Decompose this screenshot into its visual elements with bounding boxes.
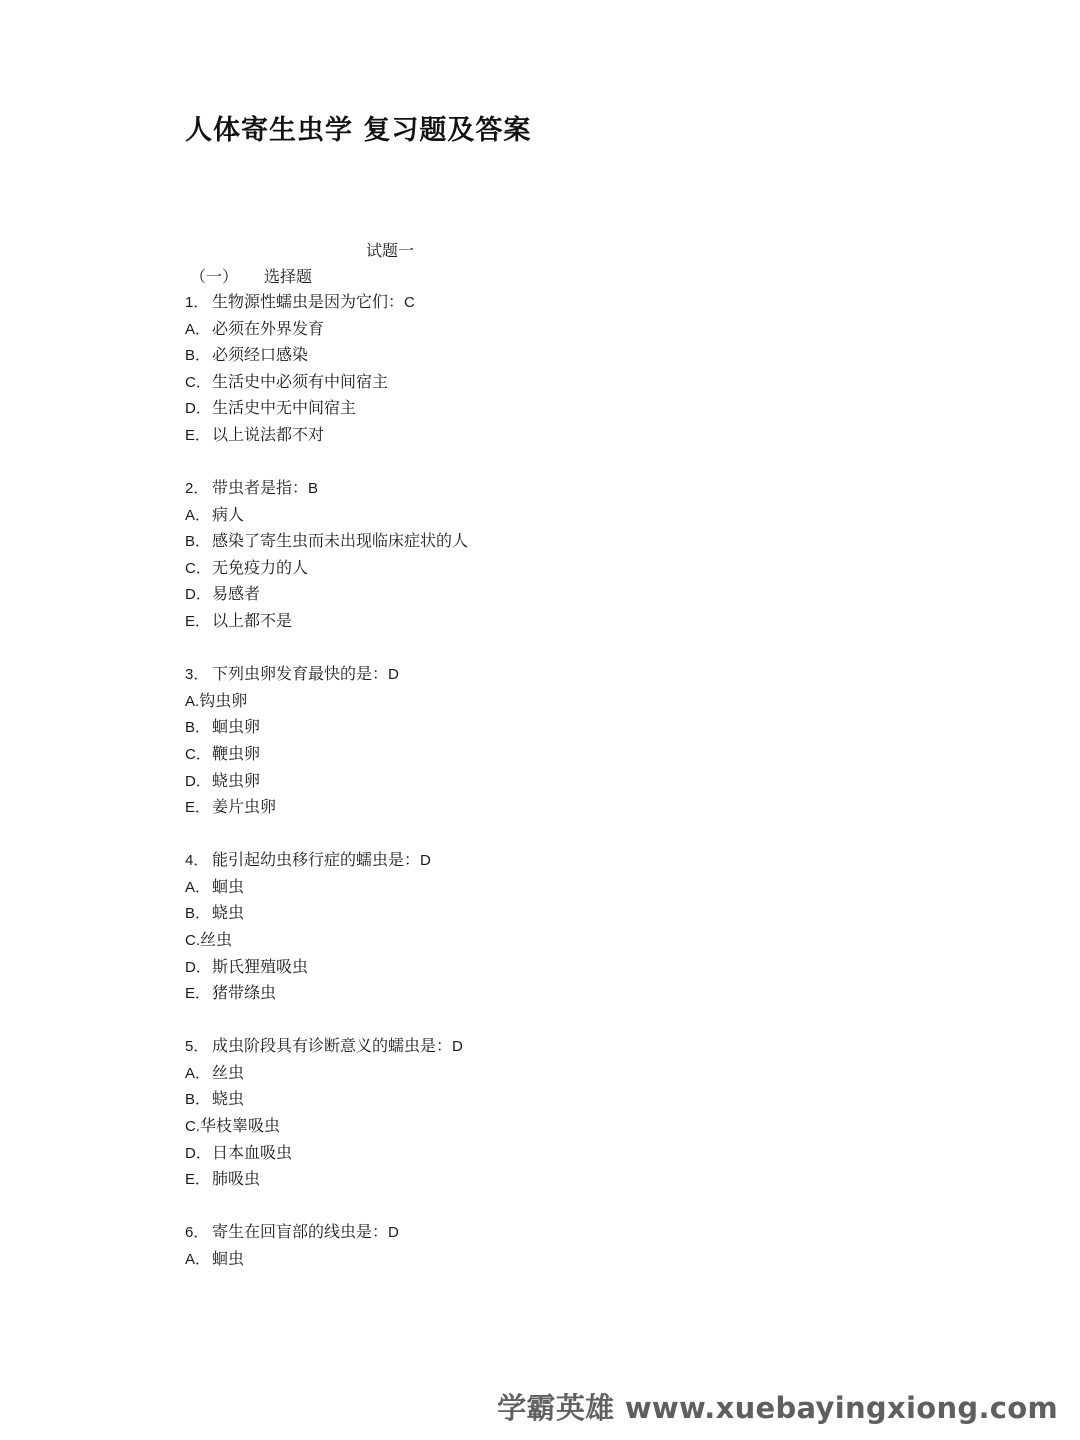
question-text: 带虫者是指：: [212, 478, 309, 498]
option-letter: E．: [185, 799, 211, 817]
option-text: 蛲虫: [212, 903, 245, 923]
answer-option: [185, 768, 885, 795]
option-text: 斯氏狸殖吸虫: [212, 956, 309, 976]
answer-option: [185, 1166, 885, 1193]
option-text: 日本血吸虫: [212, 1142, 293, 1162]
option-text: 必须在外界发育: [212, 318, 325, 338]
option-text: 蛔虫: [212, 876, 245, 896]
answer-option: [185, 1246, 885, 1273]
option-letter: C．: [185, 373, 211, 391]
option-text: 易感者: [212, 584, 261, 604]
question-block: [185, 1219, 885, 1272]
question-answer: C: [404, 294, 415, 311]
section-heading: [190, 264, 312, 287]
option-text: 鞭虫卵: [212, 743, 261, 763]
option-letter: B．: [185, 533, 211, 551]
answer-option: [185, 874, 885, 901]
answer-option: [185, 741, 885, 768]
option-letter: A．: [185, 506, 211, 524]
answer-option: [185, 555, 885, 582]
option-text: 蛔虫: [212, 1248, 245, 1268]
answer-option: [185, 316, 885, 343]
answer-option: [185, 1086, 885, 1113]
option-letter: B．: [185, 1091, 211, 1109]
question-answer: D: [388, 1224, 399, 1242]
question-text: 能引起幼虫移行症的蠕虫是：: [212, 850, 421, 870]
answer-option: [185, 422, 885, 449]
option-letter: D．: [185, 958, 211, 976]
option-text: 感染了寄生虫而未出现临床症状的人: [212, 531, 469, 551]
option-text: 生活史中必须有中间宿主: [212, 371, 389, 391]
answer-option: [185, 954, 885, 981]
question-number: 5．: [185, 1038, 209, 1056]
option-text: 丝虫: [200, 929, 233, 949]
question-text: 寄生在回盲部的线虫是：: [212, 1222, 389, 1242]
answer-option: [185, 927, 885, 954]
option-text: 生活史中无中间宿主: [212, 398, 357, 418]
option-text: 肺吸虫: [212, 1169, 261, 1189]
option-letter: E．: [185, 985, 211, 1003]
watermark: 学霸英雄 www.xuebayingxiong.com: [497, 1391, 1058, 1425]
option-letter: A.: [185, 692, 200, 710]
option-letter: E．: [185, 426, 211, 444]
question-stem: [185, 847, 885, 874]
question-answer: D: [452, 1038, 463, 1056]
option-text: 以上都不是: [212, 611, 293, 631]
option-letter: C.: [185, 931, 200, 949]
question-block: [185, 847, 885, 1007]
question-answer: B: [308, 480, 319, 498]
answer-option: [185, 980, 885, 1007]
option-letter: E．: [185, 613, 211, 631]
option-text: 以上说法都不对: [212, 424, 325, 444]
option-text: 蛔虫卵: [212, 717, 261, 737]
option-text: 姜片虫卵: [212, 797, 277, 817]
answer-option: [185, 1060, 885, 1087]
answer-option: [185, 1113, 885, 1140]
option-text: 猪带绦虫: [212, 983, 277, 1003]
option-letter: D．: [185, 400, 211, 418]
answer-option: [185, 900, 885, 927]
option-letter: B．: [185, 719, 211, 737]
option-letter: C．: [185, 745, 211, 763]
option-letter: D．: [185, 586, 211, 604]
answer-option: [185, 714, 885, 741]
answer-option: [185, 581, 885, 608]
option-letter: A．: [185, 1250, 211, 1268]
answer-option: [185, 369, 885, 396]
exam-title: 试题一: [366, 241, 415, 260]
question-number: 3．: [185, 666, 209, 684]
option-letter: D．: [185, 772, 211, 790]
question-block: [185, 661, 885, 821]
question-block: [185, 1033, 885, 1193]
question-stem: [185, 661, 885, 688]
option-text: 丝虫: [212, 1062, 245, 1082]
option-text: 必须经口感染: [212, 345, 309, 365]
option-text: 蛲虫: [212, 1089, 245, 1109]
option-letter: A．: [185, 1064, 211, 1082]
option-letter: D．: [185, 1144, 211, 1162]
question-number: 4．: [185, 852, 209, 870]
question-number: 6．: [185, 1224, 209, 1242]
question-number: 2．: [185, 480, 209, 498]
option-letter: A．: [185, 878, 211, 896]
question-answer: D: [420, 852, 431, 870]
answer-option: [185, 528, 885, 555]
option-letter: E．: [185, 1171, 211, 1189]
section-number: （一）: [190, 267, 239, 286]
option-text: 钩虫卵: [199, 690, 248, 710]
question-stem: [185, 1033, 885, 1060]
option-text: 病人: [212, 504, 245, 524]
answer-option: [185, 688, 885, 715]
question-block: [185, 289, 885, 449]
option-letter: B．: [185, 905, 211, 923]
document-title: 人体寄生虫学 复习题及答案: [185, 115, 532, 146]
question-text: 成虫阶段具有诊断意义的蠕虫是：: [212, 1036, 453, 1056]
option-text: 华枝睾吸虫: [200, 1116, 281, 1136]
answer-option: [185, 502, 885, 529]
option-letter: B．: [185, 347, 211, 365]
question-stem: [185, 475, 885, 502]
option-letter: A．: [185, 320, 211, 338]
section-label: 选择题: [264, 267, 313, 286]
question-answer: D: [388, 666, 399, 684]
answer-option: [185, 342, 885, 369]
answer-option: [185, 1140, 885, 1167]
answer-option: [185, 608, 885, 635]
question-text: 生物源性蠕虫是因为它们：: [212, 292, 405, 311]
question-stem: [185, 289, 885, 316]
option-letter: C.: [185, 1118, 200, 1136]
question-block: [185, 475, 885, 635]
option-letter: C．: [185, 559, 211, 577]
question-stem: [185, 1219, 885, 1246]
answer-option: [185, 794, 885, 821]
question-text: 下列虫卵发育最快的是：: [212, 664, 389, 684]
answer-option: [185, 395, 885, 422]
question-number: 1．: [185, 294, 209, 311]
question-list: [185, 289, 885, 1299]
option-text: 蛲虫卵: [212, 770, 261, 790]
option-text: 无免疫力的人: [212, 557, 309, 577]
